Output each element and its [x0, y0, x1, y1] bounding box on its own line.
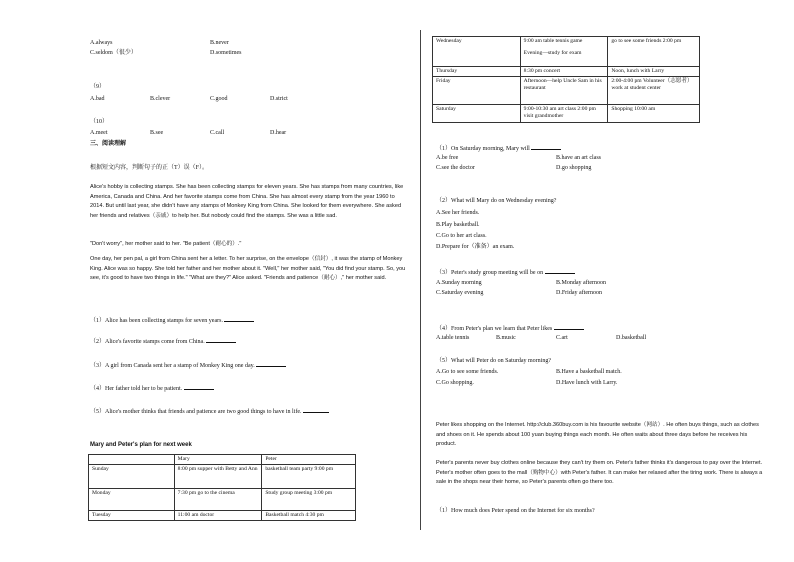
tf-question: （5）Alice's mother thinks that friends and patience are two good things to have in life. [90, 406, 329, 416]
page-divider [420, 30, 421, 530]
option-a: A.meet [90, 130, 108, 136]
passage-paragraph: Alice's hobby is collecting stamps. She has been collecting stamps for eleven years. She has stamps from many countries, like America, Canada and China. And her favorite stamps come from China. She has almost every stamp from the year 1960 to 2014. But until last year, she didn't have any stamps of Monkey King from China. She looked for them everywhere. She asked her friends and relatives（亲戚）to help her. But nobody could find the stamps. She was a little sad. [90, 184, 404, 219]
option-a: A.table tennis [436, 335, 470, 341]
passage-paragraph: One day, her pen pal, a girl from China sent her a letter. To her surprise, on the envelope（信封）, it was the stamp of Monkey King. Alice was so happy. She told her father and her mother about it. "Well," her mother said, "You did find your stamp. So, you see, it's good to have two things in life." "What are they?" Alice asked. "Friends and patience（耐心）," her mother said. [90, 256, 406, 282]
instruction: 根据短文内容，判断句子的正（T）误（F）。 [90, 165, 209, 171]
option-b: B.never [210, 40, 229, 46]
option-b: B.music [496, 335, 516, 341]
option-a: A.bad [90, 96, 105, 102]
passage-paragraph: Peter's parents never buy clothes online because they can't try them on. Peter's father thinks it's dangerous to pay over the Internet. Peter's mother often goes to the mall（购物中心）with Peter's father. It can make her relaxed after the tiring work. There is always a sale in the shops near their home, so Peter's parents often go there too. [436, 460, 763, 486]
mc-question: （5）What will Peter do on Saturday morning? [436, 358, 551, 364]
option-b: B.Monday afternoon [556, 280, 606, 286]
tf-question: （1）Alice has been collecting stamps for seven years. [90, 315, 254, 325]
tf-question: （3）A girl from Canada sent her a stamp of Monkey King one day. [90, 360, 286, 370]
mc-question: （4）From Peter's plan we learn that Peter likes [436, 323, 584, 333]
plan-table-right [432, 36, 700, 123]
option-a: A.be free [436, 155, 459, 161]
option-d: D.sometimes [210, 50, 242, 56]
option-d: D.basketball [616, 335, 647, 341]
option-b: B.see [150, 130, 164, 136]
option-c: C.Saturday evening [436, 290, 484, 296]
option-d: D.strict [270, 96, 288, 102]
tf-question: （2）Alice's favorite stamps come from China. [90, 336, 236, 346]
option-b: B.Have a basketball match. [556, 369, 622, 375]
table-row: Thursday 8:30 pm concert Noon, lunch with Larry [433, 67, 700, 77]
option-c: C.good [210, 96, 228, 102]
option-c: C.seldom（很少） [90, 50, 137, 56]
option-b: B.Play basketball. [436, 222, 480, 228]
option-d: D.go shopping [556, 165, 592, 171]
table-row: Saturday 9:00-10:30 am art class 2:00 pm visit grandmother Shopping 10:00 am [433, 105, 700, 123]
table-row: Monday 7:30 pm go to the cinema Study group meeting 3:00 pm [89, 489, 356, 511]
option-c: C.call [210, 130, 225, 136]
plan-title: Mary and Peter's plan for next week [90, 442, 192, 448]
mc-question: （3）Peter's study group meeting will be on [436, 267, 575, 277]
option-c: C.see the doctor [436, 165, 475, 171]
option-b: B.have an art class [556, 155, 601, 161]
tf-question: （4）Her father told her to be patient. [90, 383, 214, 393]
option-c: C.Go to her art class. [436, 233, 487, 239]
table-row: Tuesday 11:00 am doctor Basketball match 4:30 pm [89, 511, 356, 521]
option-a: A.Sunday morning [436, 280, 482, 286]
option-a: A.See her friends. [436, 210, 480, 216]
option-d: D.Have lunch with Larry. [556, 380, 618, 386]
passage-paragraph: Peter likes shopping on the Internet. http://club.360buy.com is his favourite website（网站）. He often buys things, such as clothes and shoes on it. He spends about 100 yuan buying things each month. He often waits about three days before he receives his product. [436, 422, 759, 448]
table-row: Friday Afternoon—help Uncle Sam in his restaurant 2:00-4:00 pm Volunteer（志愿者）work at student center [433, 77, 700, 105]
question-number: （10） [90, 119, 109, 125]
option-c: C.art [556, 335, 568, 341]
table-row: Sunday 8:00 pm supper with Betty and Ann basketball team party 9:00 pm [89, 465, 356, 489]
section-title: 三、阅读理解 [90, 141, 127, 147]
option-d: D.Friday afternoon [556, 290, 602, 296]
table-header-row: Mary Peter [89, 455, 356, 465]
option-c: C.Go shopping. [436, 380, 474, 386]
mc-question: （1）On Saturday morning, Mary will [436, 143, 561, 153]
plan-table-left [88, 454, 356, 521]
passage-paragraph: "Don't worry", her mother said to her. "Be patient（耐心的）." [90, 241, 242, 247]
option-d: D.hear [270, 130, 287, 136]
mc-question: （2）What will Mary do on Wednesday evening? [436, 198, 557, 204]
short-answer-question: （1）How much does Peter spend on the Internet for six months? [436, 508, 595, 514]
question-number: （9） [90, 84, 106, 90]
option-d: D.Prepare for（准备）an exam. [436, 244, 515, 250]
option-a: A.Go to see some friends. [436, 369, 499, 375]
option-b: B.clever [150, 96, 171, 102]
table-row: Wednesday 9:00 am table tennis game Evening—study for exam go to see some friends 2:00 pm [433, 37, 700, 67]
option-a: A.always [90, 40, 113, 46]
